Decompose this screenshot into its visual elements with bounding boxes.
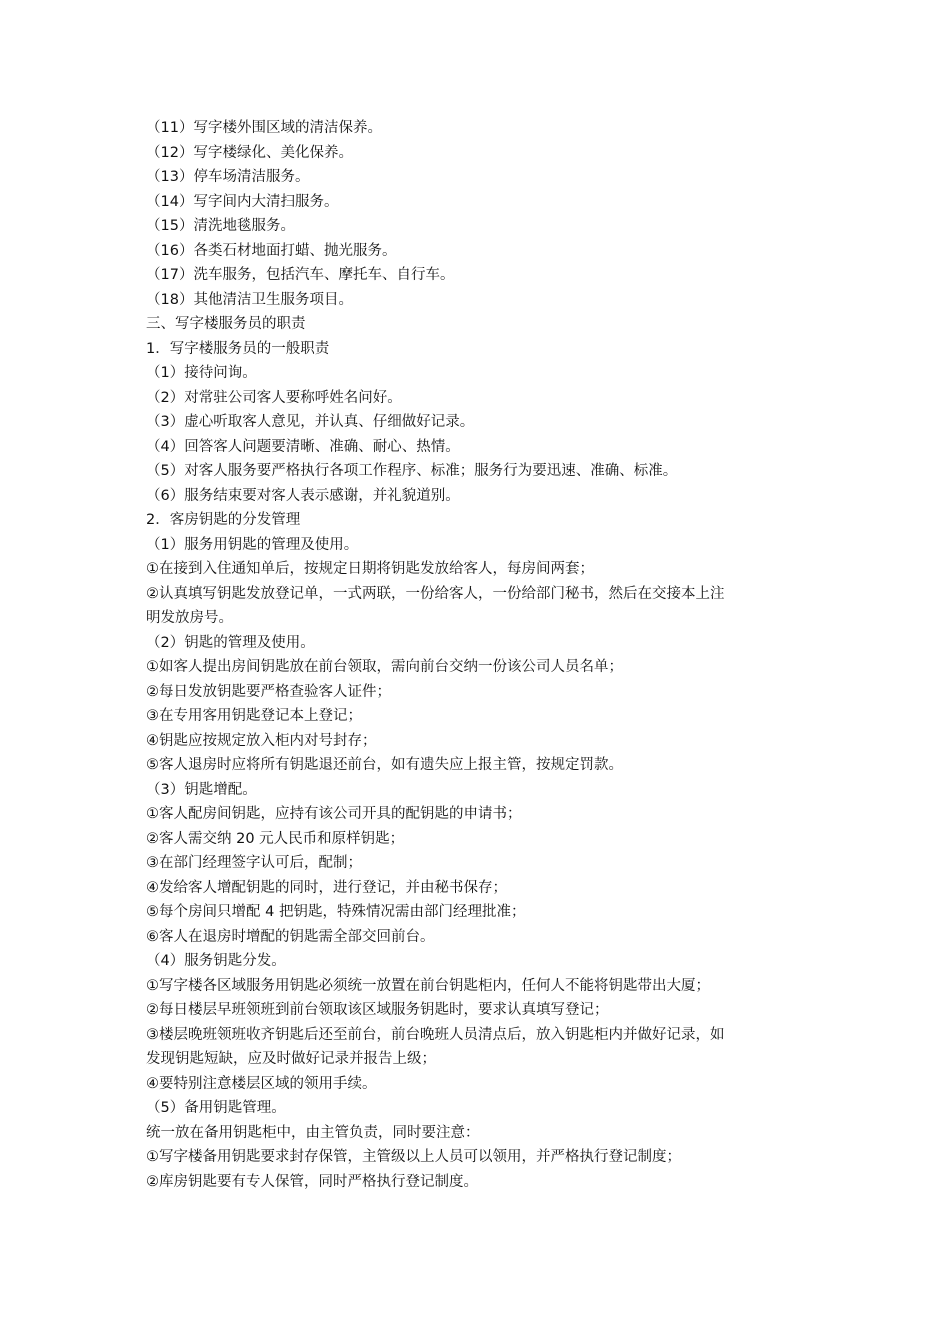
list-item: ③楼层晚班领班收齐钥匙后还至前台，前台晚班人员清点后，放入钥匙柜内并做好记录，如 bbox=[146, 1026, 725, 1043]
list-item: ②认真填写钥匙发放登记单，一式两联，一份给客人，一份给部门秘书，然后在交接本上注 bbox=[146, 585, 725, 602]
list-item: （11）写字楼外围区域的清洁保养。 bbox=[146, 120, 382, 136]
list-item: ①写字楼备用钥匙要求封存保管，主管级以上人员可以领用，并严格执行登记制度； bbox=[146, 1149, 681, 1165]
document-body bbox=[146, 116, 826, 1194]
list-item: ②每日发放钥匙要严格查验客人证件； bbox=[146, 683, 391, 700]
list-item: ⑥客人在退房时增配的钥匙需全部交回前台。 bbox=[146, 928, 435, 945]
list-item: ①客人配房间钥匙，应持有该公司开具的配钥匙的申请书； bbox=[146, 806, 522, 822]
list-item: （4）回答客人问题要清晰、准确、耐心、热情。 bbox=[146, 438, 460, 455]
list-item: ③在专用客用钥匙登记本上登记； bbox=[146, 708, 362, 724]
list-item: ④要特别注意楼层区域的领用手续。 bbox=[146, 1075, 377, 1092]
list-item: ⑤每个房间只增配 4 把钥匙，特殊情况需由部门经理批准； bbox=[146, 904, 526, 920]
subsection-heading: 1．写字楼服务员的一般职责 bbox=[146, 340, 330, 357]
list-item: ①在接到入住通知单后，按规定日期将钥匙发放给客人，每房间两套； bbox=[146, 561, 594, 577]
list-item: ②库房钥匙要有专人保管，同时严格执行登记制度。 bbox=[146, 1173, 478, 1190]
list-item: （5）备用钥匙管理。 bbox=[146, 1100, 286, 1116]
list-item: ①如客人提出房间钥匙放在前台领取，需向前台交纳一份该公司人员名单； bbox=[146, 659, 623, 675]
list-item: （4）服务钥匙分发。 bbox=[146, 953, 286, 969]
list-item: （17）洗车服务，包括汽车、摩托车、自行车。 bbox=[146, 267, 455, 283]
list-item: ②客人需交纳 20 元人民币和原样钥匙； bbox=[146, 830, 405, 847]
list-item: （3）虚心听取客人意见，并认真、仔细做好记录。 bbox=[146, 414, 475, 430]
list-item: （2）钥匙的管理及使用。 bbox=[146, 634, 315, 651]
list-item: ②每日楼层早班领班到前台领取该区域服务钥匙时，要求认真填写登记； bbox=[146, 1002, 609, 1018]
list-item: ⑤客人退房时应将所有钥匙退还前台，如有遗失应上报主管，按规定罚款。 bbox=[146, 757, 623, 773]
list-item-continuation: 明发放房号。 bbox=[146, 610, 233, 626]
list-item: （1）服务用钥匙的管理及使用。 bbox=[146, 536, 359, 553]
paragraph: 统一放在备用钥匙柜中，由主管负责，同时要注意： bbox=[146, 1124, 480, 1141]
list-item: ①写字楼各区域服务用钥匙必须统一放置在前台钥匙柜内，任何人不能将钥匙带出大厦； bbox=[146, 977, 710, 994]
subsection-heading: 2．客房钥匙的分发管理 bbox=[146, 512, 301, 528]
list-item: （5）对客人服务要严格执行各项工作程序、标准；服务行为要迅速、准确、标准。 bbox=[146, 463, 678, 479]
list-item-continuation: 发现钥匙短缺，应及时做好记录并报告上级； bbox=[146, 1051, 436, 1067]
list-item: （18）其他清洁卫生服务项目。 bbox=[146, 291, 353, 308]
list-item: （16）各类石材地面打蜡、抛光服务。 bbox=[146, 242, 397, 259]
list-item: （2）对常驻公司客人要称呼姓名问好。 bbox=[146, 389, 402, 406]
list-item: （12）写字楼绿化、美化保养。 bbox=[146, 144, 353, 161]
section-heading: 三、写字楼服务员的职责 bbox=[146, 316, 306, 332]
list-item: （6）服务结束要对客人表示感谢，并礼貌道别。 bbox=[146, 487, 460, 504]
list-item: （15）清洗地毯服务。 bbox=[146, 218, 295, 234]
list-item: （1）接待问询。 bbox=[146, 365, 257, 381]
list-item: ③在部门经理签字认可后，配制； bbox=[146, 855, 362, 871]
list-item: ④发给客人增配钥匙的同时，进行登记，并由秘书保存； bbox=[146, 879, 507, 896]
list-item: （13）停车场清洁服务。 bbox=[146, 169, 310, 185]
list-item: （14）写字间内大清扫服务。 bbox=[146, 193, 339, 210]
list-item: ④钥匙应按规定放入柜内对号封存； bbox=[146, 732, 377, 749]
list-item: （3）钥匙增配。 bbox=[146, 781, 257, 798]
